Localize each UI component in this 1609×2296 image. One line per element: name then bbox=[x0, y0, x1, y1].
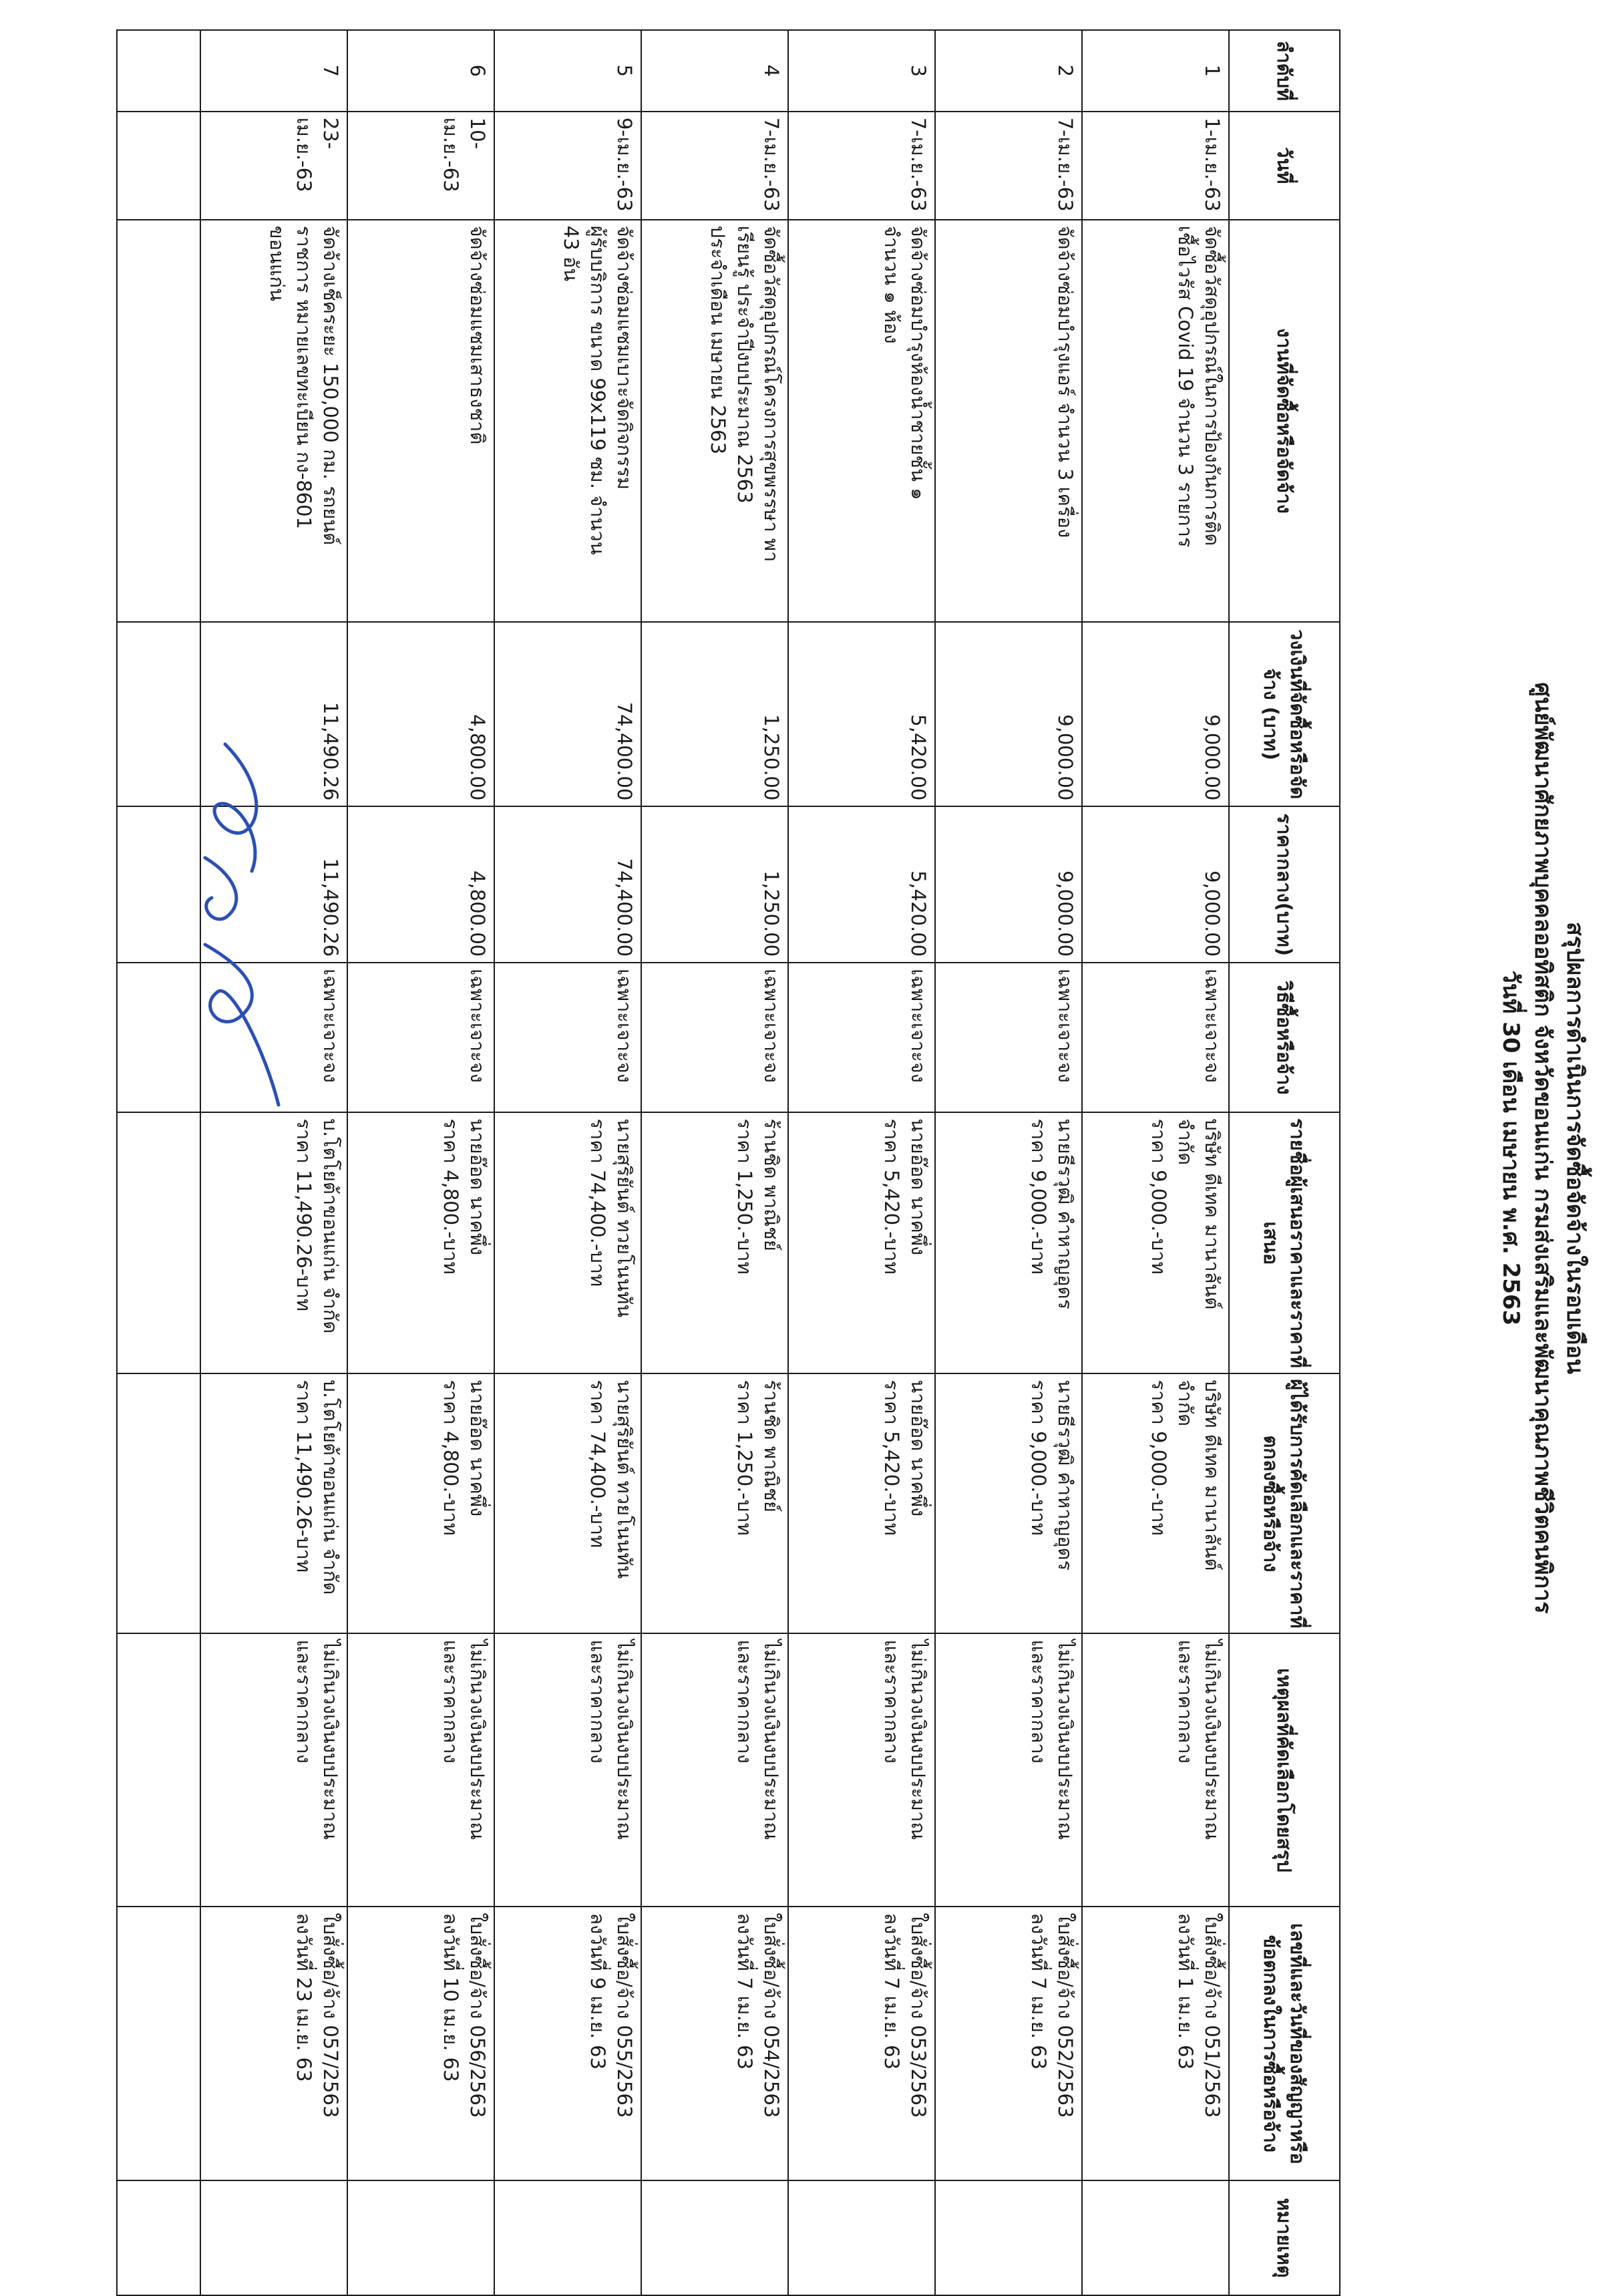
row-contract bbox=[1082, 1907, 1229, 2180]
row-method-line: เฉพาะเจาะจง bbox=[760, 969, 783, 1083]
row-work-line: ผู้รับบริการ ขนาด 99x119 ซม. จำนวน bbox=[586, 225, 609, 555]
row-winner-line: ราคา 5,420.-บาท bbox=[880, 1379, 903, 1536]
row-bidders-line: นายอ๊อด นาคพึ่ง bbox=[466, 1118, 489, 1256]
col-header-contract: เลขที่และวันที่ของสัญญาหรือข้อตกลงในการซื้อหรือจ้าง bbox=[1229, 1907, 1340, 2180]
table-row bbox=[494, 30, 641, 2295]
row-mid-price bbox=[641, 806, 788, 963]
row-reason-line: ไม่เกินวงเงินงบประมาณ bbox=[466, 1639, 489, 1840]
row-contract-line: ใบสั่งซื้อ/จ้าง 053/2563 bbox=[907, 1913, 930, 2118]
row-mid-price-line: 74,400.00 bbox=[613, 858, 636, 957]
row-date bbox=[1082, 112, 1229, 220]
row-budget-line: 9,000.00 bbox=[1054, 714, 1077, 801]
row-date-line: 7-เม.ย.-63 bbox=[907, 117, 930, 212]
row-budget-line: 5,420.00 bbox=[907, 714, 930, 801]
row-reason-line: และราคากลาง bbox=[293, 1639, 315, 1764]
row-reason-line: และราคากลาง bbox=[1174, 1639, 1197, 1764]
row-bidders bbox=[641, 1112, 788, 1373]
row-winner-line: บ.โตโยต้าขอนแก่น จำกัด bbox=[319, 1379, 342, 1595]
row-work bbox=[641, 220, 788, 622]
row-no bbox=[1082, 30, 1229, 112]
row-reason bbox=[200, 1633, 347, 1907]
row-bidders-line: จำกัด bbox=[1174, 1118, 1197, 1166]
table-row-empty bbox=[117, 30, 200, 2295]
row-method-line: เฉพาะเจาะจง bbox=[1054, 969, 1077, 1083]
row-budget-line: 11,490.26 bbox=[319, 701, 342, 801]
row-method-line: เฉพาะเจาะจง bbox=[1201, 969, 1224, 1083]
row-no-line: 4 bbox=[760, 64, 783, 77]
row-reason-line: และราคากลาง bbox=[1027, 1639, 1050, 1764]
row-bidders bbox=[788, 1112, 935, 1373]
col-header-reason: เหตุผลที่คัดเลือกโดยสรุป bbox=[1229, 1633, 1340, 1907]
row-work-line: จัดจ้างซ่อมแซมเบาะจัดกิจกรรม bbox=[613, 225, 636, 490]
col-header-note: หมายเหตุ bbox=[1229, 2180, 1340, 2295]
row-contract-line: ลงวันที่ 10 เม.ย. 63 bbox=[439, 1913, 462, 2082]
row-reason bbox=[494, 1633, 641, 1907]
row-method-line: เฉพาะเจาะจง bbox=[907, 969, 930, 1083]
row-budget bbox=[494, 622, 641, 806]
table-row bbox=[347, 30, 494, 2295]
procurement-table bbox=[116, 29, 1340, 2296]
col-header-budget: วงเงินที่จัดซื้อหรือจัดจ้าง (บาท) bbox=[1229, 622, 1340, 806]
row-note bbox=[494, 2180, 641, 2295]
row-no-line: 7 bbox=[319, 64, 342, 77]
row-budget-line: 74,400.00 bbox=[613, 701, 636, 801]
row-reason bbox=[347, 1633, 494, 1907]
row-date-line: 9-เม.ย.-63 bbox=[613, 117, 636, 212]
row-date bbox=[200, 112, 347, 220]
row-work-line: ราชการ หมายเลขทะเบียน กง-8601 bbox=[293, 225, 315, 529]
row-mid-price-line: 5,420.00 bbox=[907, 870, 930, 957]
row-reason-line: และราคากลาง bbox=[880, 1639, 903, 1764]
row-note bbox=[347, 2180, 494, 2295]
row-date bbox=[788, 112, 935, 220]
row-bidders-line: ราคา 1,250.-บาท bbox=[733, 1118, 756, 1275]
row-contract-line: ใบสั่งซื้อ/จ้าง 055/2563 bbox=[613, 1913, 636, 2118]
row-winner-line: ราคา 74,400.-บาท bbox=[586, 1379, 609, 1548]
row-work-line: จัดจ้างซ่อมบำรุงห้องน้ำชายชั้น ๑ bbox=[907, 225, 930, 500]
empty-cell bbox=[117, 30, 200, 112]
row-no bbox=[200, 30, 347, 112]
row-bidders bbox=[347, 1112, 494, 1373]
row-mid-price-line: 11,490.26 bbox=[319, 858, 342, 957]
row-bidders-line: นายอ๊อด นาคพึ่ง bbox=[907, 1118, 930, 1256]
col-header-method: วิธีซื้อหรือจ้าง bbox=[1229, 963, 1340, 1112]
row-mid-price bbox=[935, 806, 1082, 963]
row-work-line: จัดจ้างเช็คระยะ 150,000 กม. รถยนต์ bbox=[319, 225, 342, 545]
row-bidders-line: ราคา 4,800.-บาท bbox=[439, 1118, 462, 1275]
row-winner bbox=[641, 1373, 788, 1633]
row-contract-line: ใบสั่งซื้อ/จ้าง 056/2563 bbox=[466, 1913, 489, 2118]
row-winner bbox=[788, 1373, 935, 1633]
row-no-line: 5 bbox=[613, 64, 636, 77]
row-work-line: จัดซื้อวัสดุอุปกรณ์ในการป้องกันการติด bbox=[1201, 225, 1224, 546]
row-work-line: จัดซื้อวัสดุอุปกรณ์โครงการสุขพรรษา พา bbox=[760, 225, 783, 562]
row-bidders-line: ราคา 5,420.-บาท bbox=[880, 1118, 903, 1275]
row-note bbox=[1082, 2180, 1229, 2295]
row-contract bbox=[935, 1907, 1082, 2180]
row-reason bbox=[788, 1633, 935, 1907]
row-date bbox=[935, 112, 1082, 220]
row-contract bbox=[641, 1907, 788, 2180]
row-contract-line: ใบสั่งซื้อ/จ้าง 054/2563 bbox=[760, 1913, 783, 2118]
row-date bbox=[641, 112, 788, 220]
row-bidders bbox=[935, 1112, 1082, 1373]
row-work bbox=[494, 220, 641, 622]
row-bidders-line: นายสุริยันต์ ทวยโนนทัน bbox=[613, 1118, 636, 1318]
row-note bbox=[935, 2180, 1082, 2295]
row-date-line: 23-เม.ย.-63 bbox=[293, 117, 342, 192]
row-method bbox=[788, 963, 935, 1112]
row-method-line: เฉพาะเจาะจง bbox=[466, 969, 489, 1083]
row-bidders-line: บริษัท ดีเทค มานาลันต์ bbox=[1201, 1118, 1224, 1310]
row-no bbox=[494, 30, 641, 112]
row-reason-line: ไม่เกินวงเงินงบประมาณ bbox=[319, 1639, 342, 1840]
row-contract-line: ลงวันที่ 9 เม.ย. 63 bbox=[586, 1913, 609, 2070]
empty-cell bbox=[117, 1373, 200, 1633]
row-reason-line: และราคากลาง bbox=[733, 1639, 756, 1764]
row-method bbox=[1082, 963, 1229, 1112]
row-work bbox=[788, 220, 935, 622]
row-mid-price-line: 4,800.00 bbox=[466, 870, 489, 957]
row-mid-price bbox=[494, 806, 641, 963]
row-bidders bbox=[1082, 1112, 1229, 1373]
row-contract-line: ใบสั่งซื้อ/จ้าง 051/2563 bbox=[1201, 1913, 1224, 2118]
row-reason-line: ไม่เกินวงเงินงบประมาณ bbox=[613, 1639, 636, 1840]
row-bidders bbox=[494, 1112, 641, 1373]
row-method bbox=[641, 963, 788, 1112]
row-winner-line: บริษัท ดีเทค มานาลันต์ bbox=[1201, 1379, 1224, 1571]
row-winner-line: นายธีรวุฒิ คำหาญอุดร bbox=[1054, 1379, 1077, 1571]
row-mid-price bbox=[347, 806, 494, 963]
row-winner-line: ราคา 1,250.-บาท bbox=[733, 1379, 756, 1536]
organization-title: ศูนย์พัฒนาศักยภาพบุคคลออทิสติก จังหวัดขอนแก่น กรมส่งเสริมและพัฒนาคุณภาพชีวิตคนพิการ bbox=[1530, 682, 1556, 1614]
row-winner bbox=[494, 1373, 641, 1633]
row-note bbox=[641, 2180, 788, 2295]
col-header-no: ลำดับที่ bbox=[1229, 30, 1340, 112]
table-row bbox=[935, 30, 1082, 2295]
row-work-line: ประจำเดือน เมษายน 2563 bbox=[707, 225, 729, 455]
row-winner-line: ร้านชิด พาณิชย์ bbox=[760, 1379, 783, 1512]
col-header-mid-price: ราคากลาง(บาท) bbox=[1229, 806, 1340, 963]
row-method-line: เฉพาะเจาะจง bbox=[319, 969, 342, 1083]
row-work-line: จัดจ้างซ่อมบำรุงแอร์ จำนวน 3 เครื่อง bbox=[1054, 225, 1077, 538]
col-header-date: วันที่ bbox=[1229, 112, 1340, 220]
row-no bbox=[935, 30, 1082, 112]
row-budget-line: 4,800.00 bbox=[466, 714, 489, 801]
empty-cell bbox=[117, 220, 200, 622]
row-date bbox=[494, 112, 641, 220]
row-contract bbox=[494, 1907, 641, 2180]
empty-cell bbox=[117, 1633, 200, 1907]
row-method bbox=[347, 963, 494, 1112]
col-header-winner: ผู้ได้รับการคัดเลือกและราคาที่ตกลงซื้อหรือจ้าง bbox=[1229, 1373, 1340, 1633]
row-bidders-line: ร้านชิด พาณิชย์ bbox=[760, 1118, 783, 1251]
row-budget-line: 9,000.00 bbox=[1201, 714, 1224, 801]
row-no-line: 2 bbox=[1054, 64, 1077, 77]
row-no bbox=[788, 30, 935, 112]
empty-cell bbox=[117, 1112, 200, 1373]
row-mid-price-line: 9,000.00 bbox=[1201, 870, 1224, 957]
row-work-line: ขอนแก่น bbox=[266, 225, 289, 301]
row-winner bbox=[935, 1373, 1082, 1633]
table-row bbox=[788, 30, 935, 2295]
row-no-line: 6 bbox=[466, 64, 489, 77]
row-reason-line: ไม่เกินวงเงินงบประมาณ bbox=[1201, 1639, 1224, 1840]
row-mid-price bbox=[788, 806, 935, 963]
row-date-line: 7-เม.ย.-63 bbox=[1054, 117, 1077, 212]
row-winner-line: ราคา 9,000.-บาท bbox=[1147, 1379, 1170, 1536]
row-bidders-line: ราคา 9,000.-บาท bbox=[1027, 1118, 1050, 1275]
row-contract bbox=[347, 1907, 494, 2180]
row-date-line: 10-เม.ย.-63 bbox=[439, 117, 489, 192]
row-reason-line: ไม่เกินวงเงินงบประมาณ bbox=[760, 1639, 783, 1840]
row-no bbox=[347, 30, 494, 112]
row-budget-line: 1,250.00 bbox=[760, 714, 783, 801]
row-winner-line: นายสุริยันต์ ทวยโนนทัน bbox=[613, 1379, 636, 1579]
row-work bbox=[1082, 220, 1229, 622]
row-contract-line: ลงวันที่ 1 เม.ย. 63 bbox=[1174, 1913, 1197, 2070]
row-reason bbox=[641, 1633, 788, 1907]
row-contract-line: ลงวันที่ 7 เม.ย. 63 bbox=[733, 1913, 756, 2070]
row-method-line: เฉพาะเจาะจง bbox=[613, 969, 636, 1083]
row-note bbox=[788, 2180, 935, 2295]
row-winner-line: ราคา 11,490.26-บาท bbox=[293, 1379, 315, 1573]
row-winner bbox=[1082, 1373, 1229, 1633]
report-title: สรุปผลการดำเนินการจัดซื้อจัดจ้างในรอบเดือน bbox=[1562, 921, 1588, 1375]
row-budget bbox=[347, 622, 494, 806]
row-contract bbox=[788, 1907, 935, 2180]
row-date-line: 7-เม.ย.-63 bbox=[760, 117, 783, 212]
row-contract-line: ลงวันที่ 7 เม.ย. 63 bbox=[880, 1913, 903, 2070]
col-header-work: งานที่จัดซื้อหรือจัดจ้าง bbox=[1229, 220, 1340, 622]
row-reason bbox=[1082, 1633, 1229, 1907]
row-budget bbox=[935, 622, 1082, 806]
table-header-row bbox=[1229, 30, 1340, 2295]
row-budget bbox=[641, 622, 788, 806]
row-method bbox=[494, 963, 641, 1112]
row-budget bbox=[1082, 622, 1229, 806]
row-method bbox=[935, 963, 1082, 1112]
row-bidders-line: ราคา 74,400.-บาท bbox=[586, 1118, 609, 1287]
row-no bbox=[641, 30, 788, 112]
table-row bbox=[641, 30, 788, 2295]
row-contract bbox=[200, 1907, 347, 2180]
row-work bbox=[200, 220, 347, 622]
row-mid-price-line: 9,000.00 bbox=[1054, 870, 1077, 957]
row-work-line: เชื้อไวรัส Covid 19 จำนวน 3 รายการ bbox=[1174, 225, 1197, 548]
row-work-line: จำนวน ๑ ห้อง bbox=[880, 225, 903, 344]
empty-cell bbox=[117, 2180, 200, 2295]
col-header-bidders: รายชื่อผู้เสนอราคาและราคาที่เสนอ bbox=[1229, 1112, 1340, 1373]
row-note bbox=[200, 2180, 347, 2295]
row-no-line: 3 bbox=[907, 64, 930, 77]
row-bidders-line: ราคา 9,000.-บาท bbox=[1147, 1118, 1170, 1275]
row-reason bbox=[935, 1633, 1082, 1907]
row-reason-line: ไม่เกินวงเงินงบประมาณ bbox=[907, 1639, 930, 1840]
row-bidders-line: นายธีรวุฒิ คำหาญอุดร bbox=[1054, 1118, 1077, 1310]
empty-cell bbox=[117, 112, 200, 220]
row-work-line: 43 อัน bbox=[560, 225, 582, 282]
row-contract-line: ใบสั่งซื้อ/จ้าง 052/2563 bbox=[1054, 1913, 1077, 2118]
report-date: วันที่ 30 เดือน เมษายน พ.ศ. 2563 bbox=[1497, 970, 1524, 1326]
table-row bbox=[200, 30, 347, 2295]
row-bidders-line: บ.โตโยต้าขอนแก่น จำกัด bbox=[319, 1118, 342, 1334]
row-no-line: 1 bbox=[1201, 64, 1224, 77]
table-row bbox=[1082, 30, 1229, 2295]
row-mid-price-line: 1,250.00 bbox=[760, 870, 783, 957]
row-contract-line: ลงวันที่ 7 เม.ย. 63 bbox=[1027, 1913, 1050, 2070]
row-work bbox=[347, 220, 494, 622]
row-bidders-line: ราคา 11,490.26-บาท bbox=[293, 1118, 315, 1312]
row-reason-line: ไม่เกินวงเงินงบประมาณ bbox=[1054, 1639, 1077, 1840]
row-date-line: 1-เม.ย.-63 bbox=[1201, 117, 1224, 212]
row-winner-line: นายอ๊อด นาคพึ่ง bbox=[466, 1379, 489, 1517]
row-winner bbox=[200, 1373, 347, 1633]
row-budget bbox=[788, 622, 935, 806]
row-winner-line: จำกัด bbox=[1174, 1379, 1197, 1427]
empty-cell bbox=[117, 1907, 200, 2180]
row-work-line: จัดจ้างซ่อมแซมเสาธงชาติ bbox=[466, 225, 489, 445]
row-bidders bbox=[200, 1112, 347, 1373]
row-winner bbox=[347, 1373, 494, 1633]
row-reason-line: และราคากลาง bbox=[439, 1639, 462, 1764]
signature bbox=[172, 704, 305, 1138]
row-work-line: เรียนรู้ ประจำปีงบประมาณ 2563 bbox=[733, 225, 756, 504]
row-work bbox=[935, 220, 1082, 622]
row-winner-line: นายอ๊อด นาคพึ่ง bbox=[907, 1379, 930, 1517]
row-date bbox=[347, 112, 494, 220]
row-mid-price bbox=[1082, 806, 1229, 963]
row-contract-line: ลงวันที่ 23 เม.ย. 63 bbox=[293, 1913, 315, 2082]
row-reason-line: และราคากลาง bbox=[586, 1639, 609, 1764]
row-contract-line: ใบสั่งซื้อ/จ้าง 057/2563 bbox=[319, 1913, 342, 2118]
row-winner-line: ราคา 4,800.-บาท bbox=[439, 1379, 462, 1536]
row-winner-line: ราคา 9,000.-บาท bbox=[1027, 1379, 1050, 1536]
